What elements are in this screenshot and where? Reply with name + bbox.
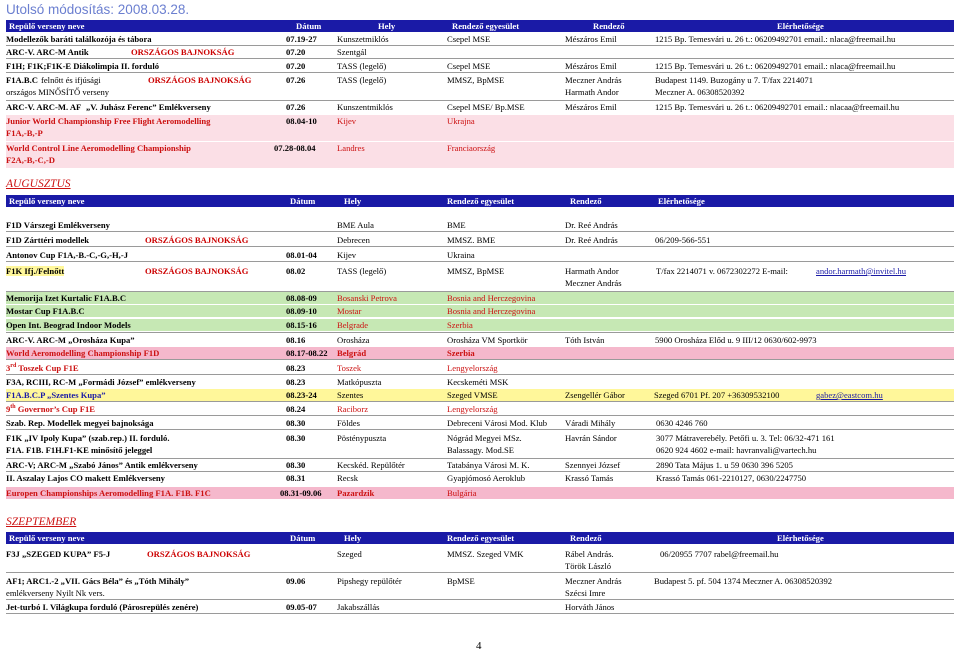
row-divider (6, 359, 954, 360)
table-cell: Junior World Championship Free Flight Aeromodelling (6, 116, 211, 126)
table-cell: ARC-V. ARC-M. AF (6, 102, 82, 112)
table-cell: Pösténypuszta (337, 433, 387, 443)
table-cell: Kijev (337, 116, 357, 126)
table-cell: F1D Várszegi Emlékverseny (6, 220, 110, 230)
table-row (0, 376, 960, 388)
table-cell: 07.20 (286, 61, 306, 71)
table-cell: Lengyelország (447, 363, 498, 373)
table-cell: 1215 Bp. Temesvári u. 26 t.: 06209492701 email.: nlaca@freemail.hu (655, 61, 896, 71)
table-cell: TASS (legelő) (337, 61, 387, 71)
table-cell: Memorija Izet Kurtalic F1A.B.C (6, 293, 127, 303)
table-cell: TASS (legelő) (337, 266, 387, 276)
table-cell: Elérhetősége (777, 533, 824, 543)
table-cell: 1215 Bp. Temesvári u. 26 t.: 06209492701 email.: nlaca@freemail.hu (655, 34, 896, 44)
table-cell: Modellezők baráti találkozója és tábora (6, 34, 152, 44)
status-badge: ORSZÁGOS BAJNOKSÁG (147, 549, 251, 559)
table-cell: „V. Juhász Ferenc” Emlékverseny (86, 102, 211, 112)
table-cell: BME (447, 220, 466, 230)
table-cell: F1A. F1B. F1H.F1-KE minősítő jeleggel (6, 445, 153, 455)
table-cell: BpMSE (447, 576, 475, 586)
table-cell: Kijev (337, 250, 357, 260)
table-cell: 0630 4246 760 (656, 418, 708, 428)
table-cell: Krassó Tamás (565, 473, 614, 483)
table-cell: MMSZ. BME (447, 235, 496, 245)
table-row (6, 347, 954, 359)
table-cell: F1K „IV Ipoly Kupa” (szab.rep.) II. forduló. (6, 433, 170, 443)
row-divider (6, 58, 954, 59)
table-cell: Debreceni Városi Mod. Klub (447, 418, 548, 428)
header-event: Repülő verseny neve (9, 21, 85, 31)
table-cell: Bosnia and Herczegovina (447, 306, 536, 316)
table-cell: 9 (6, 404, 11, 414)
table-cell: 07.20 (286, 47, 306, 57)
table-cell: ARC-V. ARC-M „Orosháza Kupa” (6, 335, 135, 345)
table-cell: Meczner András (565, 576, 622, 586)
table-cell: Szentes (337, 390, 364, 400)
table-row (0, 417, 960, 429)
table-header (6, 532, 954, 544)
table-row (6, 487, 954, 499)
row-divider (6, 613, 954, 614)
table-cell: Rendező (570, 533, 602, 543)
table-cell: 07.26 (286, 102, 306, 112)
table-row (0, 74, 960, 100)
table-cell: Krassó Tamás 061-2210127, 0630/2247750 (656, 473, 807, 483)
table-cell: 09.05-07 (286, 602, 317, 612)
table-cell: Mészáros Emil (565, 34, 617, 44)
table-cell: Hely (344, 196, 362, 206)
table-cell: 3077 Mátraverebély. Petőfi u. 3. Tel: 06/32-471 161 (656, 433, 835, 443)
table-cell: TASS (legelő) (337, 75, 387, 85)
table-cell: F1A.B.C (6, 75, 38, 85)
row-divider (6, 415, 954, 416)
section-title-september: SZEPTEMBER (6, 516, 77, 528)
table-cell: Repülő verseny neve (9, 533, 85, 543)
table-cell: Budapest 5. pf. 504 1374 Meczner A. 06308520392 (654, 576, 833, 586)
table-cell: 08.23 (286, 377, 306, 387)
table-cell: 08.30 (286, 460, 306, 470)
table-cell: Pazardzik (337, 488, 375, 498)
table-cell: World Control Line Aeromodelling Championship (6, 143, 191, 153)
row-divider (6, 332, 954, 333)
table-cell: 08.24 (286, 404, 306, 414)
table-row (0, 334, 960, 346)
table-cell: 08.08-09 (286, 293, 317, 303)
table-cell: Mostar Cup F1A.B.C (6, 306, 85, 316)
row-divider (6, 72, 954, 73)
row-divider (6, 246, 954, 247)
status-badge: ORSZÁGOS BAJNOKSÁG (131, 47, 235, 57)
table-cell: Bulgária (447, 488, 477, 498)
table-cell: 06/209-566-551 (655, 235, 711, 245)
table-cell: ARC-V. ARC-M Antik (6, 47, 89, 57)
table-row (0, 46, 960, 58)
table-cell: Jet-turbó I. Világkupa forduló (Párosrepülés zenére) (6, 602, 199, 612)
table-row (0, 548, 960, 574)
table-cell: II. Aszalay Lajos CO makett Emlékverseny (6, 473, 165, 483)
table-cell: Orosháza VM Sportkör (447, 335, 528, 345)
table-cell: Landres (337, 143, 365, 153)
table-cell: Szerbia (447, 320, 473, 330)
table-cell: Belgrade (337, 320, 369, 330)
table-cell: Kecskeméti MSK (447, 377, 509, 387)
table-cell: Rendező egyesület (447, 533, 515, 543)
table-cell: Mészáros Emil (565, 61, 617, 71)
table-cell: 5900 Orosháza Előd u. 9 III/12 0630/602-9973 (655, 335, 817, 345)
table-cell: 2890 Tata Május 1. u 59 0630 396 5205 (656, 460, 793, 470)
table-row (0, 101, 960, 113)
row-divider (6, 401, 954, 402)
table-cell: Lengyelország (447, 404, 498, 414)
table-cell: Szeged VMSE (447, 390, 498, 400)
row-divider (6, 261, 954, 262)
table-cell: Orosháza (337, 335, 370, 345)
table-cell: Harmath Andor (565, 87, 619, 97)
table-cell: 3 (6, 363, 11, 373)
table-cell: Meczner András (565, 75, 622, 85)
table-cell: emlékverseny Nyilt Nk vers. (6, 588, 105, 598)
table-cell: BME Aula (337, 220, 375, 230)
table-cell: 07.26 (286, 75, 306, 85)
table-cell: MMSZ, BpMSE (447, 75, 505, 85)
status-badge: ORSZÁGOS BAJNOKSÁG (145, 235, 249, 245)
table-cell: 08.04-10 (286, 116, 317, 126)
table-cell: Kunszetmiklós (337, 34, 389, 44)
email-link[interactable]: gabez@eastcom.hu (816, 390, 883, 400)
table-cell: Zsengellér Gábor (565, 390, 625, 400)
table-cell: MMSZ, BpMSE (447, 266, 505, 276)
table-cell: 08.23-24 (286, 390, 317, 400)
table-row (6, 142, 954, 168)
table-cell: Földes (337, 418, 360, 428)
table-cell: Dr. Reé András (565, 235, 618, 245)
table-cell: Csepel MSE (447, 61, 491, 71)
table-cell: Governor’s Cup F1E (17, 404, 95, 414)
table-cell: F2A,-B,-C,-D (6, 155, 55, 165)
table-cell: Szeged 6701 Pf. 207 +36309532100 (654, 390, 780, 400)
table-cell: F1A,-B,-P (6, 128, 43, 138)
header-place: Hely (378, 21, 396, 31)
table-cell: Horváth János (565, 602, 615, 612)
table-cell: Ukrajna (447, 116, 475, 126)
table-cell: Jakabszállás (337, 602, 380, 612)
table-cell: Harmath Andor (565, 266, 619, 276)
table-cell: Kecskéd. Repülőtér (337, 460, 405, 470)
page-number: 4 (476, 640, 482, 652)
table-cell: Szab. Rep. Modellek megyei bajnoksága (6, 418, 154, 428)
table-header (6, 20, 954, 32)
table-header (6, 195, 954, 207)
table-cell: Váradi Mihály (565, 418, 616, 428)
row-divider (6, 429, 954, 430)
table-cell: F1K Ifj./Felnőtt (6, 266, 65, 276)
table-cell: Mostar (337, 306, 362, 316)
table-cell: Pipshegy repülőtér (337, 576, 402, 586)
table-row (0, 249, 960, 261)
table-cell: AF1; ARC1.-2 „VII. Gács Béla” és „Tóth Mihály” (6, 576, 190, 586)
table-cell: Dátum (290, 196, 316, 206)
table-cell: Meczner András (565, 278, 622, 288)
table-cell: 08.31-09.06 (280, 488, 322, 498)
table-row (6, 305, 954, 317)
table-cell: Rendező (570, 196, 602, 206)
table-cell: Szeged (337, 549, 362, 559)
table-cell: World Aeromodelling Championship F1D (6, 348, 160, 358)
table-cell: Kunszentmiklós (337, 102, 393, 112)
table-row (6, 389, 954, 401)
table-cell: 1215 Bp. Temesvári u. 26 t.: 06209492701 email.: nlacaa@freemail.hu (655, 102, 900, 112)
table-cell: F1A.B.C.P „Szentes Kupa” (6, 390, 106, 400)
table-cell: Matkópuszta (337, 377, 382, 387)
table-cell: Tóth István (565, 335, 605, 345)
table-cell: Elérhetősége (658, 196, 705, 206)
table-cell: Bosanski Petrova (337, 293, 397, 303)
table-cell: országos MINŐSÍTŐ verseny (6, 87, 110, 97)
table-cell: Meczner A. 06308520392 (655, 87, 745, 97)
table-row (6, 292, 954, 304)
table-row (0, 575, 960, 601)
table-row (0, 60, 960, 72)
table-row (0, 219, 960, 231)
table-cell: 08.30 (286, 418, 306, 428)
table-cell: Hely (344, 533, 362, 543)
table-cell: 08.16 (286, 335, 306, 345)
table-cell: Bosnia and Herczegovina (447, 293, 536, 303)
table-cell: 08.30 (286, 433, 306, 443)
table-cell: 08.09-10 (286, 306, 317, 316)
table-cell: Open Int. Beograd Indoor Models (6, 320, 131, 330)
table-cell: Rábel András. (565, 549, 614, 559)
status-badge: ORSZÁGOS BAJNOKSÁG (148, 75, 252, 85)
table-cell: Europen Championships Aeromodelling F1A. F1B. F1C (6, 488, 211, 498)
table-cell: Balassagy. Mod.SE (447, 445, 514, 455)
table-cell: Gyapjómosó Aeroklub (447, 473, 526, 483)
row-divider (6, 599, 954, 600)
table-cell: Franciaország (447, 143, 496, 153)
table-row (0, 33, 960, 45)
row-divider (6, 231, 954, 232)
table-cell: Dátum (290, 533, 316, 543)
table-cell: Tatabánya Városi M. K. (447, 460, 530, 470)
table-row (0, 432, 960, 458)
table-row (6, 115, 954, 141)
header-director: Rendező (593, 21, 625, 31)
table-cell: Rendező egyesület (447, 196, 515, 206)
table-cell: Nógrád Megyei MSz. (447, 433, 522, 443)
table-cell: Török László (565, 561, 612, 571)
table-cell: Szécsi Imre (565, 588, 606, 598)
table-cell: felnőtt és ifjúsági (41, 75, 101, 85)
table-cell: F1D Zárttéri modellek (6, 235, 90, 245)
table-cell: F3A, RCIII, RC-M „Formádi József” emlékverseny (6, 377, 196, 387)
table-row (0, 459, 960, 471)
table-cell: Toszek Cup F1E (18, 363, 79, 373)
section-title-august: AUGUSZTUS (6, 178, 71, 190)
table-cell: Antonov Cup F1A,-B.-C,-G,-H,-J (6, 250, 128, 260)
table-cell: 0620 924 4602 e-mail: havranvali@vartech.hu (656, 445, 817, 455)
table-cell: Szerbia (447, 348, 475, 358)
table-cell: Csepel MSE/ Bp.MSE (447, 102, 525, 112)
table-cell: Toszek (337, 363, 362, 373)
table-cell: Szentgál (337, 47, 367, 57)
table-cell: Belgrád (337, 348, 367, 358)
table-cell: Szennyei József (565, 460, 621, 470)
table-cell: 08.02 (286, 266, 306, 276)
status-badge: ORSZÁGOS BAJNOKSÁG (145, 266, 249, 276)
table-cell: MMSZ. Szeged VMK (447, 549, 524, 559)
table-row (6, 319, 954, 331)
table-cell: Csepel MSE (447, 34, 491, 44)
table-row: 3rd Toszek Cup F1E 08.23 Toszek Lengyelország (6, 363, 498, 373)
table-cell: T/fax 2214071 v. 0672302272 E-mail: (656, 266, 788, 276)
table-cell: 09.06 (286, 576, 306, 586)
table-cell: F1H; F1K;F1K-E Diákolimpia II. forduló (6, 61, 160, 71)
table-cell: 08.01-04 (286, 250, 317, 260)
header-contact: Elérhetősége (777, 21, 824, 31)
table-cell: 08.17-08.22 (286, 348, 328, 358)
table-cell: Ukraina (447, 250, 475, 260)
header-organizer: Rendező egyesület (452, 21, 520, 31)
table-cell: Recsk (337, 473, 359, 483)
table-row: 9th Governor’s Cup F1E 08.24 Raciborz Lengyelország (6, 404, 498, 414)
table-cell: 07.28-08.04 (274, 143, 316, 153)
table-cell: 08.31 (286, 473, 306, 483)
email-link[interactable]: andor.harmath@invitel.hu (816, 266, 907, 276)
table-row (0, 472, 960, 484)
table-cell: Budapest 1149. Buzogány u 7. T/fax 2214071 (655, 75, 814, 85)
table-row (0, 265, 960, 291)
page-title: Utolsó módosítás: 2008.03.28. (6, 2, 190, 17)
table-row (0, 601, 960, 613)
table-cell: Repülő verseny neve (9, 196, 85, 206)
table-cell: Debrecen (337, 235, 370, 245)
table-cell: 08.23 (286, 363, 306, 373)
table-cell: 06/20955 7707 rabel@freemail.hu (660, 549, 779, 559)
header-date: Dátum (296, 21, 322, 31)
table-cell: Havrán Sándor (565, 433, 617, 443)
table-cell: Raciborz (337, 404, 369, 414)
table-cell: Mészáros Emil (565, 102, 617, 112)
row-divider (6, 374, 954, 375)
table-cell: Dr. Reé András (565, 220, 618, 230)
table-cell: F3J „SZEGED KUPA” F5-J (6, 549, 111, 559)
table-row (0, 234, 960, 246)
table-cell: ARC-V; ARC-M „Szabó János” Antik emlékverseny (6, 460, 198, 470)
table-cell: 08.15-16 (286, 320, 317, 330)
row-divider (6, 572, 954, 573)
table-cell: 07.19-27 (286, 34, 317, 44)
